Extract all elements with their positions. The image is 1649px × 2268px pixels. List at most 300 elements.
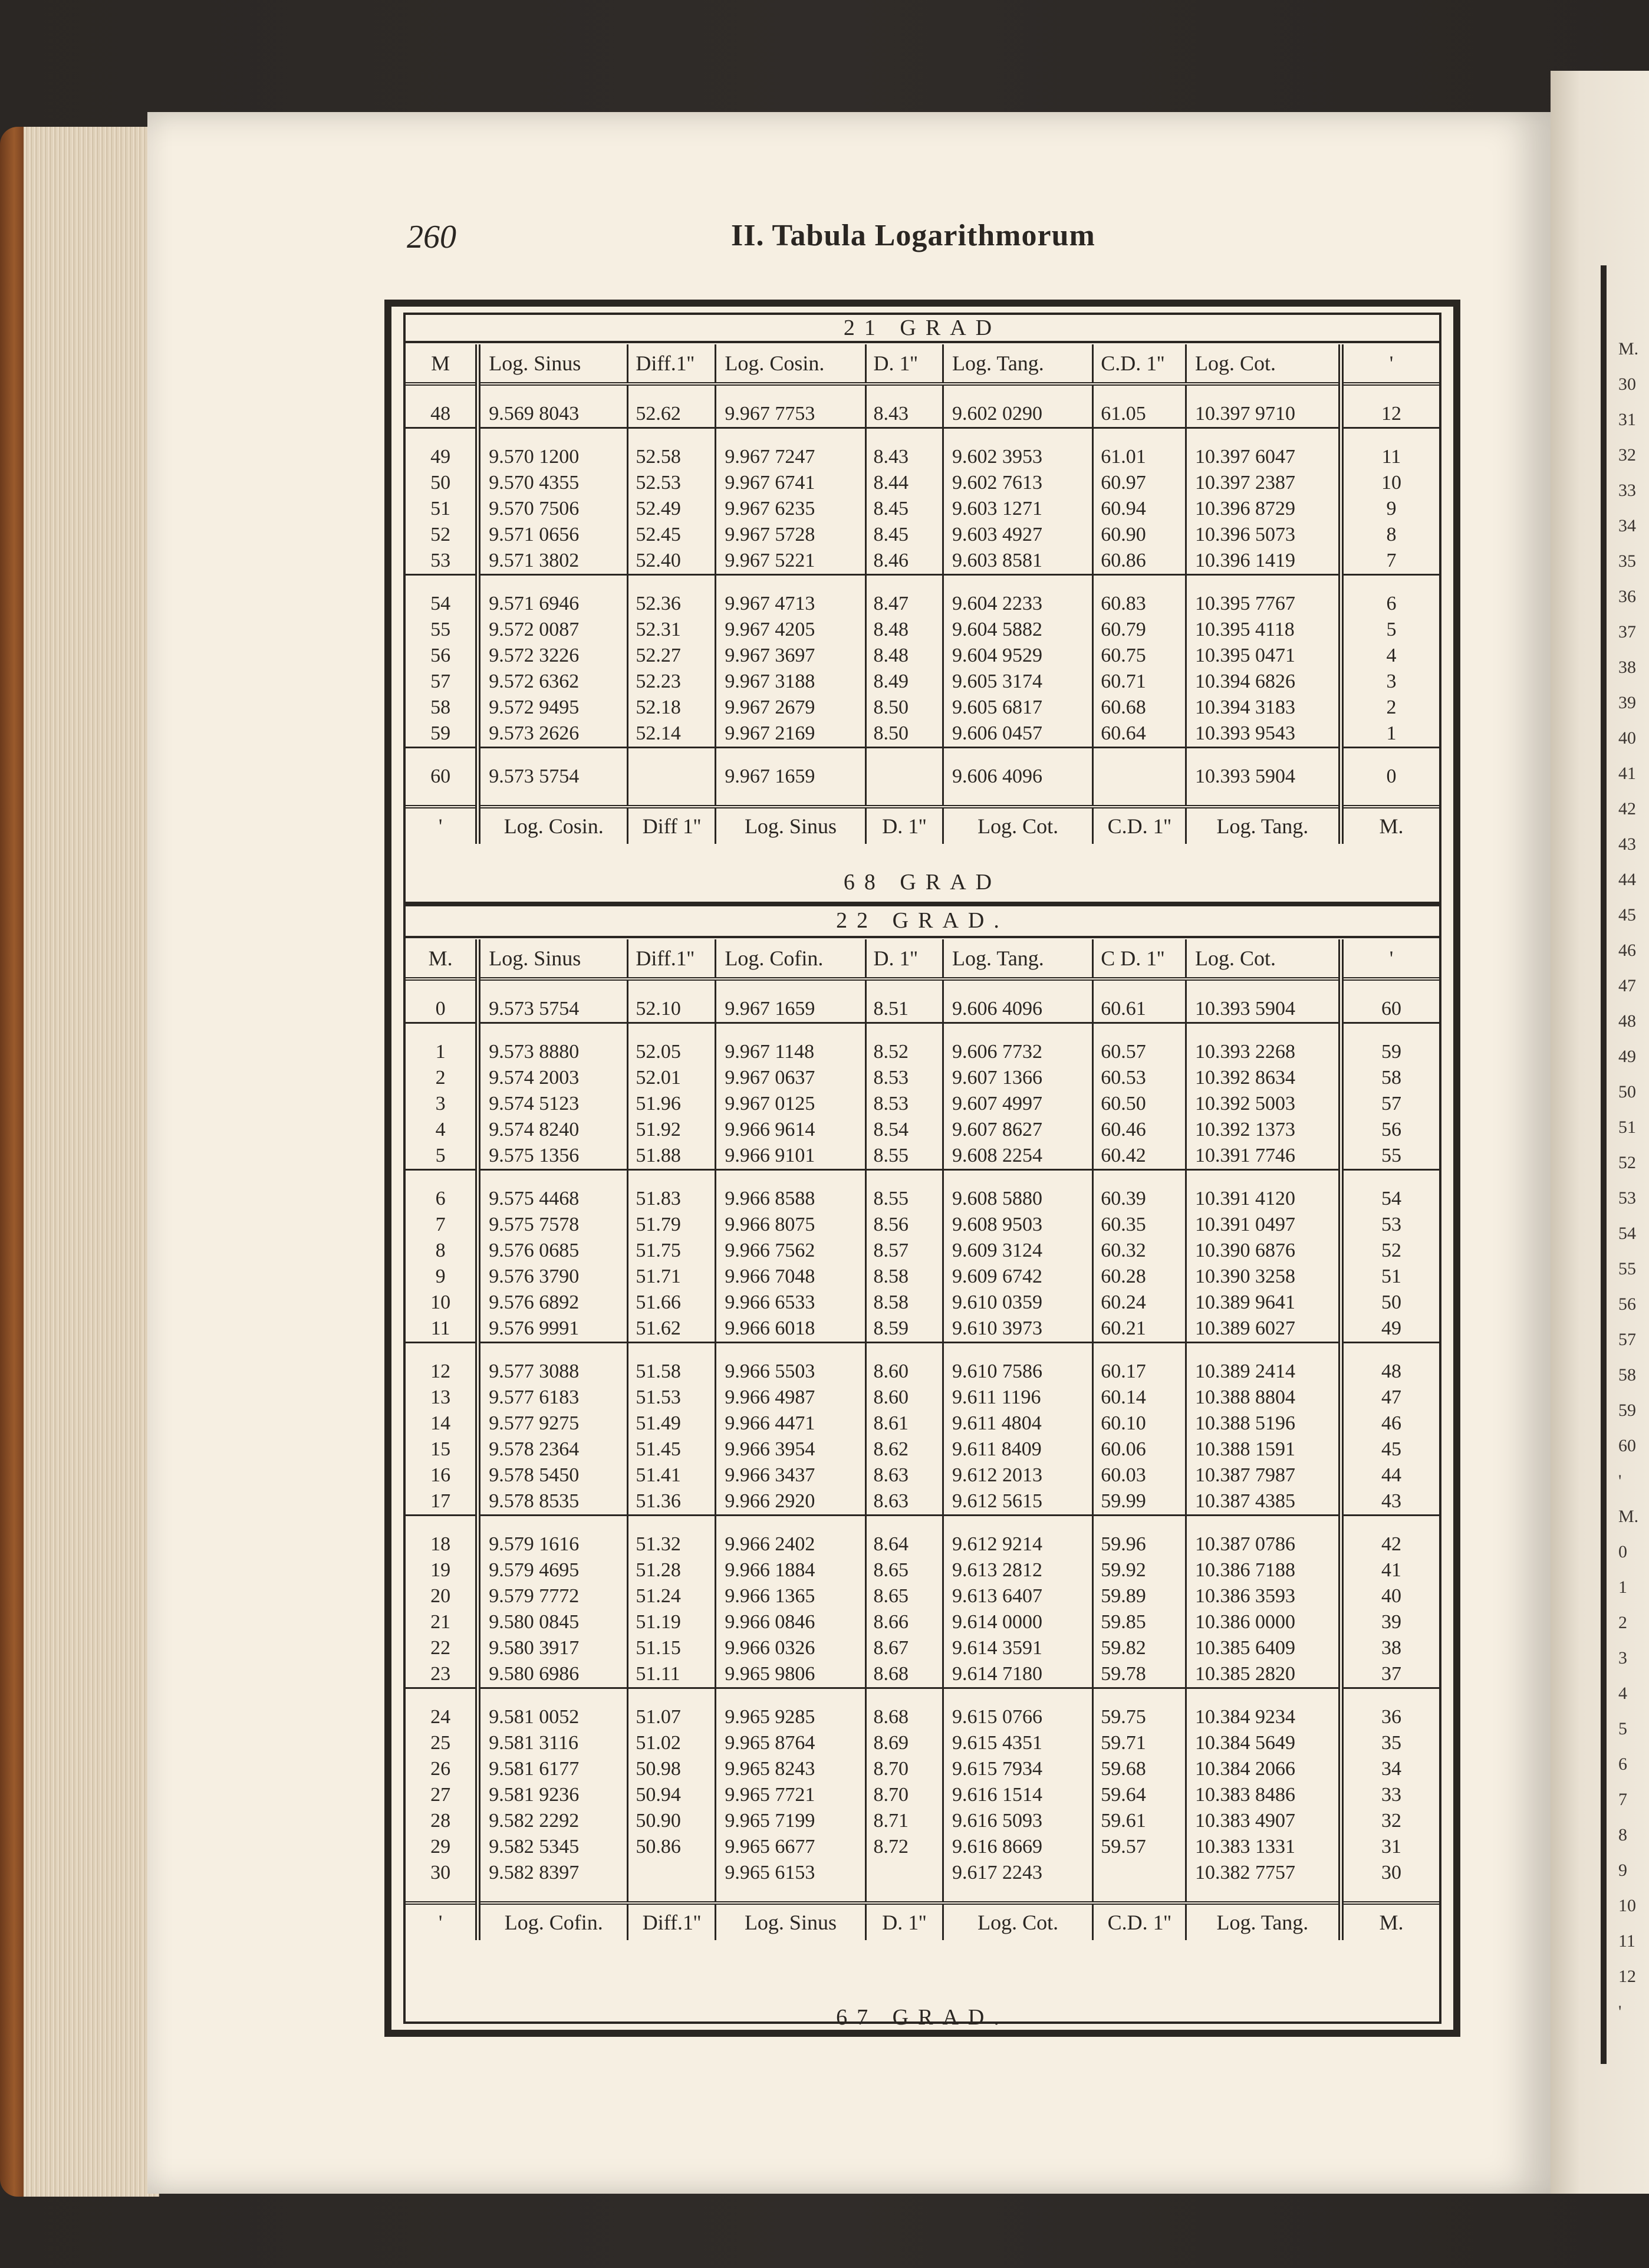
column-footer: ' [406,807,478,844]
cell-sin: 9.578 5450 [489,1464,580,1486]
cell-r: 56 [1381,1119,1401,1140]
column-header: Diff.1'' [628,344,716,384]
row-spacer [406,428,1439,445]
table-row [406,1583,1439,1609]
cell-cd: 60.24 [1101,1291,1146,1313]
table-row [406,1730,1439,1756]
cell-cos: 9.966 7562 [725,1240,815,1261]
cell-r: 49 [1381,1317,1401,1339]
table-row [406,669,1439,695]
facing-page-label: 39 [1618,693,1636,712]
facing-page-label: 50 [1618,1082,1636,1102]
table-row [406,1117,1439,1143]
cell-sin: 9.580 0845 [489,1611,580,1633]
cell-d1: 51.02 [636,1732,681,1754]
cell-sin: 9.579 1616 [489,1533,580,1555]
facing-page-label: 58 [1618,1365,1636,1385]
cell-r: 30 [1381,1862,1401,1884]
table-row [406,548,1439,575]
cell-d1: 50.94 [636,1784,681,1806]
cell-d1: 51.41 [636,1464,681,1486]
cell-cos: 9.966 1884 [725,1559,815,1581]
header-row [406,939,1439,979]
row-spacer [406,1886,1439,1903]
cell-cot: 10.383 8486 [1194,1784,1295,1806]
cell-tan: 9.606 4096 [952,998,1043,1020]
facing-page-label: 6 [1618,1754,1627,1774]
cell-r: 51 [1381,1266,1401,1287]
cell-r: 39 [1381,1611,1401,1633]
cell-tan: 9.616 1514 [952,1784,1043,1806]
facing-page-label: 38 [1618,658,1636,677]
facing-page-label: 48 [1618,1011,1636,1031]
row-spacer [406,384,1439,401]
cell-d1: 51.53 [636,1386,681,1408]
cell-m: 58 [430,696,451,718]
cell-cos: 9.967 7247 [725,446,815,468]
table-row [406,1143,1439,1170]
table-row [406,1661,1439,1688]
cell-m: 22 [430,1637,451,1659]
cell-cd: 59.71 [1101,1732,1146,1754]
cell-cos: 9.965 8764 [725,1732,815,1754]
cell-cd: 59.92 [1101,1559,1146,1581]
cell-cot: 10.393 5904 [1194,765,1295,787]
cell-m: 48 [430,403,451,425]
cell-sin: 9.573 5754 [489,765,580,787]
cell-cot: 10.389 9641 [1194,1291,1295,1313]
cell-d1: 52.31 [636,619,681,640]
cell-tan: 9.611 1196 [952,1386,1041,1408]
cell-sin: 9.573 2626 [489,722,580,744]
row-spacer [406,1516,1439,1532]
cell-r: 2 [1386,696,1397,718]
cell-cot: 10.390 3258 [1194,1266,1295,1287]
column-header: Log. Cosin. [716,344,865,384]
cell-sin: 9.570 7506 [489,498,580,520]
cell-cd: 60.53 [1101,1067,1146,1089]
cell-tan: 9.615 0766 [952,1706,1043,1728]
facing-page-label: 60 [1618,1436,1636,1455]
cell-m: 5 [435,1145,446,1166]
cell-cos: 9.967 4205 [725,619,815,640]
cell-m: 21 [430,1611,451,1633]
cell-m: 52 [430,524,451,545]
row-spacer [406,1023,1439,1040]
cell-d1: 51.66 [636,1291,681,1313]
cell-tan: 9.602 7613 [952,472,1043,494]
cell-m: 60 [430,765,451,787]
column-footer: Log. Tang. [1186,1903,1341,1940]
cell-m: 17 [430,1490,451,1512]
table-inner-frame [403,313,1441,2030]
cell-tan: 9.612 9214 [952,1533,1043,1555]
cell-cos: 9.967 2679 [725,696,815,718]
cell-d1: 52.36 [636,593,681,614]
cell-cd: 60.42 [1101,1145,1146,1166]
facing-page-label: 54 [1618,1224,1636,1243]
column-footer: Diff.1'' [628,1903,716,1940]
column-footer: ' [406,1903,478,1940]
cell-sin: 9.576 0685 [489,1240,580,1261]
cell-d2: 8.58 [873,1291,909,1313]
cell-cos: 9.967 0637 [725,1067,815,1089]
cell-m: 20 [430,1585,451,1607]
column-footer: M. [1341,1903,1439,1940]
cell-m: 28 [430,1810,451,1832]
cell-tan: 9.607 8627 [952,1119,1043,1140]
cell-d1: 52.10 [636,998,681,1020]
cell-r: 8 [1386,524,1397,545]
cell-d2: 8.63 [873,1490,909,1512]
lower-log-table [406,939,1439,1940]
cell-cot: 10.389 2414 [1194,1360,1295,1382]
cell-tan: 9.614 3591 [952,1637,1043,1659]
cell-sin: 9.581 3116 [489,1732,578,1754]
cell-tan: 9.610 3973 [952,1317,1043,1339]
cell-cos: 9.966 4987 [725,1386,815,1408]
cell-sin: 9.570 4355 [489,472,580,494]
cell-cos: 9.966 5503 [725,1360,815,1382]
cell-sin: 9.575 4468 [489,1188,580,1209]
cell-r: 40 [1381,1585,1401,1607]
facing-page-label: 55 [1618,1259,1636,1278]
cell-cot: 10.384 2066 [1194,1758,1295,1780]
cell-m: 29 [430,1836,451,1858]
page-title: II. Tabula Logarithmorum [731,219,1095,252]
cell-r: 42 [1381,1533,1401,1555]
cell-tan: 9.603 4927 [952,524,1043,545]
table-row [406,1065,1439,1091]
cell-d2: 8.43 [873,446,909,468]
cell-sin: 9.570 1200 [489,446,580,468]
cell-cos: 9.967 1659 [725,998,815,1020]
table-row [406,1808,1439,1834]
column-header: M [406,344,478,384]
cell-r: 37 [1381,1663,1401,1685]
facing-page-label: 3 [1618,1648,1627,1668]
cell-cd: 59.61 [1101,1810,1146,1832]
table-row [406,591,1439,617]
cell-cot: 10.393 5904 [1194,998,1295,1020]
cell-tan: 9.609 6742 [952,1266,1043,1287]
facing-page-label: 37 [1618,622,1636,642]
row-spacer [406,1688,1439,1705]
cell-cd: 59.96 [1101,1533,1146,1555]
cell-d2: 8.60 [873,1360,909,1382]
cell-tan: 9.605 6817 [952,696,1043,718]
cell-cot: 10.397 6047 [1194,446,1295,468]
cell-tan: 9.602 3953 [952,446,1043,468]
cell-tan: 9.614 7180 [952,1663,1043,1685]
cell-d1: 51.11 [636,1663,680,1685]
cell-d1: 52.14 [636,722,681,744]
cell-cd: 61.01 [1101,446,1146,468]
cell-d1: 52.58 [636,446,681,468]
cell-d2: 8.71 [873,1810,909,1832]
cell-tan: 9.605 3174 [952,670,1043,692]
cell-r: 50 [1381,1291,1401,1313]
cell-cd [1101,1860,1183,1886]
cell-sin: 9.577 6183 [489,1386,580,1408]
cell-cd: 61.05 [1101,403,1146,425]
cell-m: 59 [430,722,451,744]
column-header: Log. Cot. [1186,344,1341,384]
facing-page-rule [1601,265,1607,2064]
cell-d1: 51.62 [636,1317,681,1339]
cell-cd: 60.86 [1101,550,1146,571]
cell-d1: 50.90 [636,1810,681,1832]
cell-tan: 9.615 7934 [952,1758,1043,1780]
upper-bottom-title: 68 GRAD [843,870,1002,895]
cell-sin: 9.576 3790 [489,1266,580,1287]
column-footer: C.D. 1'' [1093,1903,1186,1940]
table-row [406,695,1439,721]
book-spine [0,127,24,2197]
cell-d2: 8.58 [873,1266,909,1287]
cell-tan: 9.612 5615 [952,1490,1043,1512]
cell-cd: 60.39 [1101,1188,1146,1209]
cell-r: 7 [1386,550,1397,571]
cell-tan: 9.604 9529 [952,645,1043,666]
cell-cot: 10.383 4907 [1194,1810,1295,1832]
table-row [406,764,1439,790]
cell-d1: 51.83 [636,1188,681,1209]
cell-d1: 51.71 [636,1266,681,1287]
facing-page-label: 1 [1618,1577,1627,1597]
cell-cot: 10.388 5196 [1194,1412,1295,1434]
facing-page-label: 10 [1618,1896,1636,1915]
cell-cos: 9.966 8588 [725,1188,815,1209]
table-row [406,1039,1439,1065]
cell-cos: 9.966 6533 [725,1291,815,1313]
column-header: D. 1'' [865,939,943,979]
cell-d1: 51.07 [636,1706,681,1728]
cell-r: 53 [1381,1214,1401,1235]
cell-sin: 9.575 1356 [489,1145,580,1166]
cell-cot: 10.385 6409 [1194,1637,1295,1659]
cell-cd: 60.17 [1101,1360,1146,1382]
footer-row [406,807,1439,844]
table-row [406,1212,1439,1238]
cell-tan: 9.615 4351 [952,1732,1043,1754]
cell-cd: 59.68 [1101,1758,1146,1780]
cell-m: 0 [435,998,446,1020]
row-spacer [406,1170,1439,1186]
cell-m: 54 [430,593,451,614]
cell-d2: 8.49 [873,670,909,692]
column-header: Log. Tang. [943,939,1093,979]
cell-cd: 59.78 [1101,1663,1146,1685]
cell-r: 47 [1381,1386,1401,1408]
cell-cot: 10.394 6826 [1194,670,1295,692]
cell-r: 9 [1386,498,1397,520]
cell-d2: 8.48 [873,619,909,640]
cell-m: 30 [430,1862,451,1884]
cell-d2: 8.68 [873,1706,909,1728]
cell-cd: 60.57 [1101,1041,1146,1063]
header-row [406,344,1439,384]
cell-cot: 10.391 7746 [1194,1145,1295,1166]
cell-cot: 10.388 8804 [1194,1386,1295,1408]
cell-tan: 9.612 2013 [952,1464,1043,1486]
cell-m: 6 [435,1188,446,1209]
column-header: Log. Cofin. [716,939,865,979]
cell-d2: 8.61 [873,1412,909,1434]
cell-cot: 10.387 0786 [1194,1533,1295,1555]
cell-cos: 9.965 8243 [725,1758,815,1780]
facing-page-label: ' [1618,1471,1622,1491]
lower-section [406,908,1439,2028]
cell-sin: 9.581 0052 [489,1706,580,1728]
cell-d2: 8.62 [873,1438,909,1460]
cell-cos: 9.966 6018 [725,1317,815,1339]
cell-sin: 9.577 9275 [489,1412,580,1434]
column-footer: Log. Cofin. [478,1903,628,1940]
cell-m: 25 [430,1732,451,1754]
cell-cos: 9.966 7048 [725,1266,815,1287]
cell-r: 32 [1381,1810,1401,1832]
column-footer: Log. Cot. [943,807,1093,844]
cell-cos: 9.966 2402 [725,1533,815,1555]
column-footer: Diff 1'' [628,807,716,844]
cell-sin: 9.574 8240 [489,1119,580,1140]
cell-cos: 9.966 8075 [725,1214,815,1235]
cell-r: 54 [1381,1188,1401,1209]
cell-cd: 60.68 [1101,696,1146,718]
upper-top-title: 21 GRAD [843,315,1002,340]
cell-d1 [636,1860,712,1886]
cell-sin: 9.580 6986 [489,1663,580,1685]
cell-tan: 9.610 0359 [952,1291,1043,1313]
cell-m: 11 [430,1317,450,1339]
cell-cd: 59.64 [1101,1784,1146,1806]
cell-m: 49 [430,446,451,468]
facing-page-label: 49 [1618,1047,1636,1066]
cell-d1: 51.88 [636,1145,681,1166]
column-header: C.D. 1'' [1093,344,1186,384]
cell-cot: 10.396 5073 [1194,524,1295,545]
facing-page-label: 59 [1618,1401,1636,1420]
facing-page-label: 11 [1618,1931,1635,1951]
table-row [406,1316,1439,1343]
cell-r: 4 [1386,645,1397,666]
table-frame [384,300,1460,2037]
facing-page-label: 42 [1618,799,1636,819]
cell-tan: 9.611 8409 [952,1438,1042,1460]
cell-d2: 8.55 [873,1145,909,1166]
cell-d2: 8.64 [873,1533,909,1555]
cell-cos: 9.966 0846 [725,1611,815,1633]
cell-cot: 10.391 4120 [1194,1188,1295,1209]
cell-cos: 9.967 3697 [725,645,815,666]
cell-cot: 10.392 1373 [1194,1119,1295,1140]
cell-cd: 60.21 [1101,1317,1146,1339]
cell-d2: 8.53 [873,1093,909,1115]
cell-r: 36 [1381,1706,1401,1728]
cell-sin: 9.573 5754 [489,998,580,1020]
table-row [406,996,1439,1023]
cell-cot: 10.382 7757 [1194,1862,1295,1884]
cell-cd: 60.71 [1101,670,1146,692]
cell-tan: 9.608 2254 [952,1145,1043,1166]
table-row [406,444,1439,470]
cell-d2: 8.63 [873,1464,909,1486]
cell-d2: 8.48 [873,645,909,666]
cell-cot: 10.390 6876 [1194,1240,1295,1261]
facing-page-label: 51 [1618,1117,1636,1137]
cell-m: 24 [430,1706,451,1728]
cell-m: 13 [430,1386,451,1408]
facing-page-label: 46 [1618,941,1636,960]
cell-tan: 9.616 8669 [952,1836,1043,1858]
cell-r: 1 [1386,722,1397,744]
cell-d1: 52.27 [636,645,681,666]
cell-sin: 9.575 7578 [489,1214,580,1235]
column-footer: Log. Sinus [716,1903,865,1940]
cell-sin: 9.579 4695 [489,1559,580,1581]
cell-cd: 59.82 [1101,1637,1146,1659]
column-header: Diff.1'' [628,939,716,979]
cell-tan: 9.604 5882 [952,619,1043,640]
facing-page-label: 8 [1618,1825,1627,1845]
cell-tan: 9.606 4096 [952,765,1043,787]
cell-tan: 9.607 4997 [952,1093,1043,1115]
cell-d1: 51.19 [636,1611,681,1633]
cell-d1: 51.28 [636,1559,681,1581]
cell-m: 9 [435,1266,446,1287]
cell-tan: 9.609 3124 [952,1240,1043,1261]
cell-d2: 8.50 [873,696,909,718]
cell-d1: 51.75 [636,1240,681,1261]
cell-r: 11 [1381,446,1401,468]
cell-d2: 8.69 [873,1732,909,1754]
cell-cos: 9.966 2920 [725,1490,815,1512]
cell-sin: 9.574 2003 [489,1067,580,1089]
cell-cd: 59.89 [1101,1585,1146,1607]
page-number: 260 [407,219,456,255]
facing-page-label: M. [1618,1507,1639,1526]
facing-page-label: 33 [1618,481,1636,500]
cell-tan: 9.606 0457 [952,722,1043,744]
cell-d1: 52.01 [636,1067,681,1089]
cell-r: 3 [1386,670,1397,692]
cell-m: 19 [430,1559,451,1581]
cell-cot: 10.384 9234 [1194,1706,1295,1728]
cell-sin: 9.576 9991 [489,1317,580,1339]
cell-sin: 9.580 3917 [489,1637,580,1659]
cell-r: 59 [1381,1041,1401,1063]
cell-d2: 8.67 [873,1637,909,1659]
cell-m: 50 [430,472,451,494]
cell-cd: 60.94 [1101,498,1146,520]
facing-page-label: 4 [1618,1684,1627,1703]
cell-r: 58 [1381,1067,1401,1089]
cell-tan: 9.607 1366 [952,1067,1043,1089]
table-row [406,1635,1439,1661]
cell-cot: 10.385 2820 [1194,1663,1295,1685]
table-row [406,1385,1439,1411]
cell-d2: 8.54 [873,1119,909,1140]
cell-cot: 10.393 2268 [1194,1041,1295,1063]
facing-page-label: 5 [1618,1719,1627,1738]
cell-cot: 10.397 9710 [1194,403,1295,425]
cell-m: 26 [430,1758,451,1780]
cell-cos: 9.967 1659 [725,765,815,787]
cell-sin: 9.581 9236 [489,1784,580,1806]
cell-m: 8 [435,1240,446,1261]
cell-sin: 9.572 9495 [489,696,580,718]
